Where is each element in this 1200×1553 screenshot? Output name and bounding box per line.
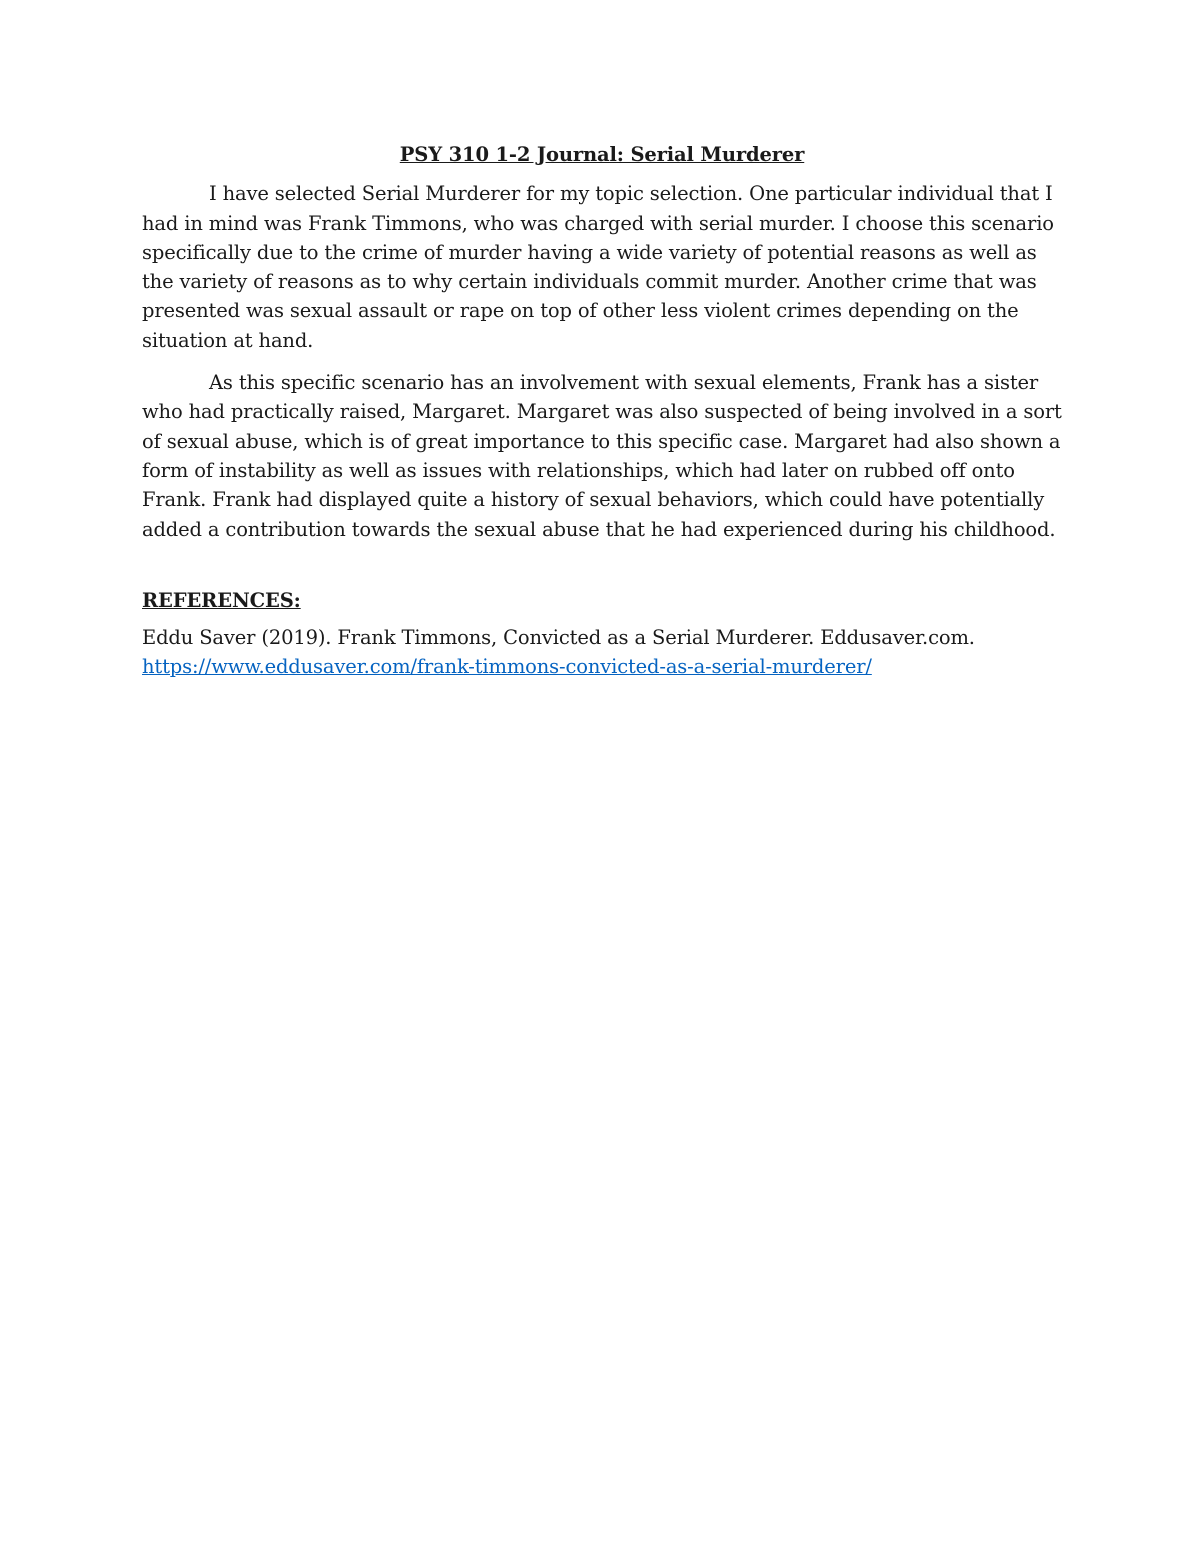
reference-citation: Eddu Saver (2019). Frank Timmons, Convicted as a Serial Murderer. Eddusaver.com. [142,626,975,650]
body-paragraph-1: I have selected Serial Murderer for my topic selection. One particular individual that I had in mind was Frank Timmons, who was charged with serial murder. I choose this scenario specifically due to the crime of murder having a wide variety of potential reasons as well as the variety of reasons as to why certain individuals commit murder. Another crime that was presented was sexual assault or rape on top of other less violent crimes depending on the situation at hand. [142,182,1054,352]
reference-link[interactable]: https://www.eddusaver.com/frank-timmons-convicted-as-a-serial-murderer/ [142,655,872,679]
reference-entry [142,623,1062,682]
references-heading: REFERENCES: [142,588,301,612]
body-paragraph-2: As this specific scenario has an involvement with sexual elements, Frank has a sister who had practically raised, Margaret. Margaret was also suspected of being involved in a sort of sexual abuse, which is of great importance to this specific case. Margaret had also shown a form of instability as well as issues with relationships, which had later on rubbed off onto Frank. Frank had displayed quite a history of sexual behaviors, which could have potentially added a contribution towards the sexual abuse that he had experienced during his childhood. [142,371,1062,541]
document-body [142,140,1062,682]
document-title: PSY 310 1-2 Journal: Serial Murderer [399,143,805,166]
